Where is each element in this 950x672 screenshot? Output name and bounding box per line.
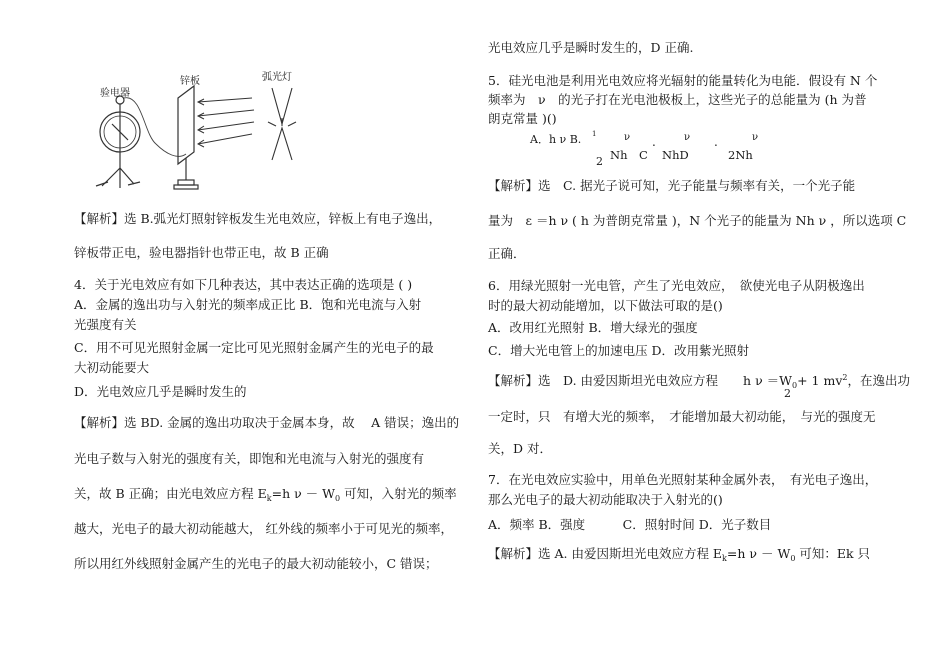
answer-6-line-3: 关，D 对． <box>488 441 552 456</box>
question-5-fraction-denominator: 2 <box>596 155 603 168</box>
electroscope-drawing <box>96 96 140 188</box>
answer-5-line-1: 【解析】选 C. 据光子说可知，光子能量与频率有关，一个光子能 <box>488 178 856 193</box>
question-5-dot-1: . <box>652 135 656 149</box>
question-5-line-3: 朗克常量 )() <box>488 111 557 126</box>
question-5-option-b-c: Nh C <box>610 148 648 162</box>
question-6-line-1: 6．用绿光照射一光电管，产生了光电效应， 欲使光电子从阴极逸出 <box>488 278 865 293</box>
question-5-line-2: 频率为 ν 的光子打在光电池极板上，这些光子的总能量为 (h 为普 <box>488 92 867 107</box>
answer-5-line-3: 正确． <box>488 246 526 261</box>
answer-7-line-1: 【解析】选 A. 由爱因斯坦光电效应方程 $E_k=h$ $\nu - W_0$ 可知：Ek 只 <box>488 546 871 563</box>
answer-4-line-4: 越大，光电子的最大初动能越大， 红外线的频率小于可见光的频率， <box>74 521 453 536</box>
question-4-option-c-cont: 大初动能要大 <box>74 360 150 375</box>
answer-3-line-2: 锌板带正电，验电器指针也带正电，故 B 正确 <box>74 245 329 260</box>
question-4-option-c: C．用不可见光照射金属一定比可见光照射金属产生的光电子的最 <box>74 340 434 355</box>
answer-6-line-1: 【解析】选 D. 由爱因斯坦光电效应方程 h $\nu =W_0+ 1$ $mv^2$，在逸出功 <box>488 373 910 390</box>
question-5-nu-2: ν <box>684 132 691 143</box>
question-4-option-d: D．光电效应几乎是瞬时发生的 <box>74 384 247 399</box>
answer-5-line-2: 量为 ε ＝h ν ( h 为普朗克常量 )，N 个光子的能量为 Nh ν ，所以选项 C <box>488 213 907 228</box>
question-5-line-1: 5．硅光电池是利用光电效应将光辐射的能量转化为电能．假设有 N 个 <box>488 73 878 88</box>
answer-4-line-1: 【解析】选 BD. 金属的逸出功取决于金属本身，故 A 错误；逸出的 <box>74 415 460 430</box>
answer-6-line-2: 一定时，只 有增大光的频率， 才能增加最大初动能， 与光的强度无 <box>488 409 876 424</box>
question-7-line-2: 那么光电子的最大初动能取决于入射光的() <box>488 492 723 507</box>
question-5-fraction-numerator: 1 <box>592 130 597 138</box>
figure-label-zinc-plate: 锌板 <box>180 76 200 87</box>
experiment-figure <box>82 64 302 196</box>
answer-6-fraction-denominator: 2 <box>784 387 791 400</box>
question-4-title: 4．关于光电效应有如下几种表达，其中表达正确的选项是 ( ) <box>74 277 413 292</box>
question-5-option-c-d: NhD <box>662 148 689 162</box>
figure-label-arc-lamp: 弧光灯 <box>262 72 292 83</box>
answer-4-line-5: 所以用红外线照射金属产生的光电子的最大初动能较小，C 错误； <box>74 556 438 571</box>
question-6-options-a-b: A．改用红光照射 B．增大绿光的强度 <box>488 320 698 335</box>
question-5-nu-3: ν <box>752 132 759 143</box>
question-4-option-a-cont: 光强度有关 <box>74 317 137 332</box>
question-5-option-d-value: 2Nh <box>728 148 753 162</box>
answer-3-line-1: 【解析】选 B.弧光灯照射锌板发生光电效应，锌板上有电子逸出， <box>74 211 442 226</box>
answer-4-conclusion: 光电效应几乎是瞬时发生的，D 正确. <box>488 40 694 55</box>
question-4-option-a: A．金属的逸出功与入射光的频率成正比 B．饱和光电流与入射 <box>74 297 422 312</box>
zinc-plate-drawing <box>174 86 198 189</box>
question-7-options: A．频率 B．强度 C．照射时间 D．光子数目 <box>488 517 772 532</box>
question-7-line-1: 7．在光电效应实验中，用单色光照射某种金属外表， 有光电子逸出， <box>488 472 878 487</box>
question-5-nu-1: ν <box>624 132 631 143</box>
light-rays <box>198 98 254 147</box>
answer-4-line-3: 关，故 B 正确；由光电效应方程 $E_k=h$ $\nu - W_0$ 可知，入射光的频率 <box>74 486 457 503</box>
question-6-line-2: 时的最大初动能增加，以下做法可取的是() <box>488 298 723 313</box>
question-5-options-top: A．h ν B. <box>530 133 582 146</box>
question-6-options-c-d: C．增大光电管上的加速电压 D．改用紫光照射 <box>488 343 750 358</box>
figure-label-electroscope: 验电器 <box>100 88 130 99</box>
arc-lamp-drawing <box>268 88 296 160</box>
question-5-dot-2: . <box>714 135 718 149</box>
answer-4-line-2: 光电子数与入射光的强度有关，即饱和光电流与入射光的强度有 <box>74 451 425 466</box>
